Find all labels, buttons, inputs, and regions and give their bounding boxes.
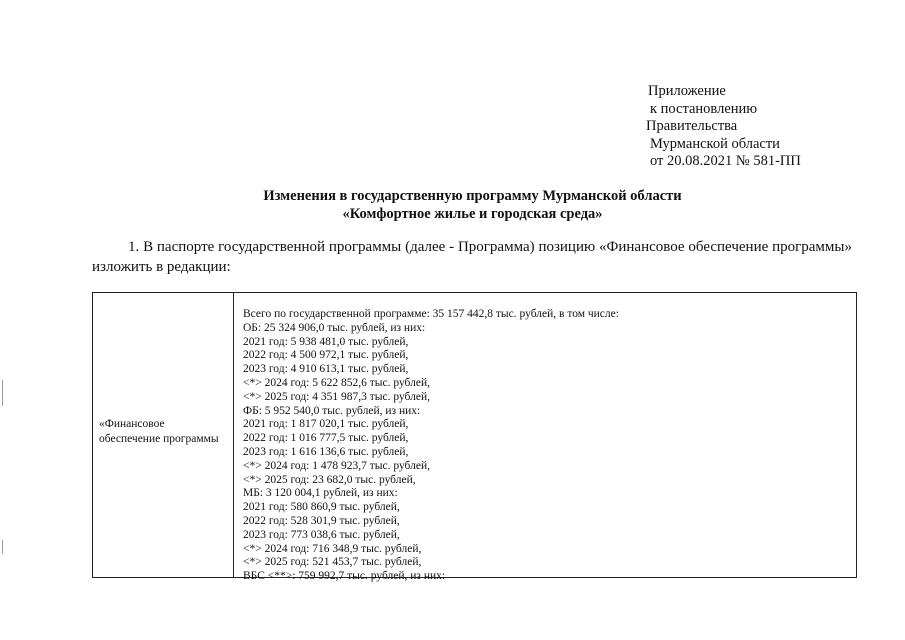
table-line: <*> 2024 год: 1 478 923,7 тыс. рублей, (243, 459, 430, 472)
left-cell-line: обеспечение программы (99, 433, 219, 445)
table-line: <*> 2025 год: 23 682,0 тыс. рублей, (243, 473, 416, 486)
scan-margin-mark (2, 380, 3, 406)
table-line: 2022 год: 528 301,9 тыс. рублей, (243, 514, 400, 527)
table-line: <*> 2024 год: 716 348,9 тыс. рублей, (243, 542, 422, 555)
body-paragraph: 1. В паспорте государственной программы (далее - Программа) позицию «Финансовое обеспечение программы» изложить в редакции: (92, 239, 852, 275)
title-line-2: «Комфортное жилье и городская среда» (342, 206, 603, 222)
scan-margin-mark (2, 540, 3, 554)
left-cell-line: «Финансовое (99, 418, 165, 430)
table-line: ВБС <**>: 759 992,7 тыс. рублей, из них: (243, 570, 446, 583)
appendix-line: к постановлению (650, 100, 758, 117)
table-line: <*> 2025 год: 521 453,7 тыс. рублей, (243, 556, 422, 569)
table-line: Всего по государственной программе: 35 157 442,8 тыс. рублей, в том числе: (243, 308, 619, 320)
table-line: <*> 2024 год: 5 622 852,6 тыс. рублей, (243, 376, 430, 389)
table-line: 2021 год: 1 817 020,1 тыс. рублей, (243, 418, 409, 431)
appendix-line: Правительства (646, 118, 738, 134)
title-line-1: Изменения в государственную программу Мурманской области (263, 188, 682, 204)
appendix-line: от 20.08.2021 № 581-ПП (650, 153, 801, 169)
table-line: <*> 2025 год: 4 351 987,3 тыс. рублей, (243, 390, 430, 403)
table-line: 2023 год: 1 616 136,6 тыс. рублей, (243, 445, 409, 458)
table-line: 2021 год: 5 938 481,0 тыс. рублей, (243, 335, 409, 348)
table-line: 2022 год: 4 500 972,1 тыс. рублей, (243, 349, 409, 362)
appendix-line: Приложение (648, 83, 726, 99)
document-title (0, 187, 905, 223)
appendix-line: Мурманской области (650, 135, 780, 152)
appendix-block (648, 83, 801, 171)
table-column-divider (233, 293, 234, 577)
table-line: 2023 год: 773 038,6 тыс. рублей, (243, 528, 400, 541)
table-line: ОБ: 25 324 906,0 тыс. рублей, из них: (243, 321, 426, 334)
table-line: МБ: 3 120 004,1 рублей, из них: (243, 487, 398, 500)
table-line: 2023 год: 4 910 613,1 тыс. рублей, (243, 363, 409, 376)
table-line: ФБ: 5 952 540,0 тыс. рублей, из них: (243, 404, 421, 417)
table-right-cell (243, 308, 843, 584)
table-left-cell (99, 417, 231, 447)
table-line: 2022 год: 1 016 777,5 тыс. рублей, (243, 432, 409, 445)
table-line: 2021 год: 580 860,9 тыс. рублей, (243, 501, 400, 514)
financing-table (92, 292, 857, 583)
